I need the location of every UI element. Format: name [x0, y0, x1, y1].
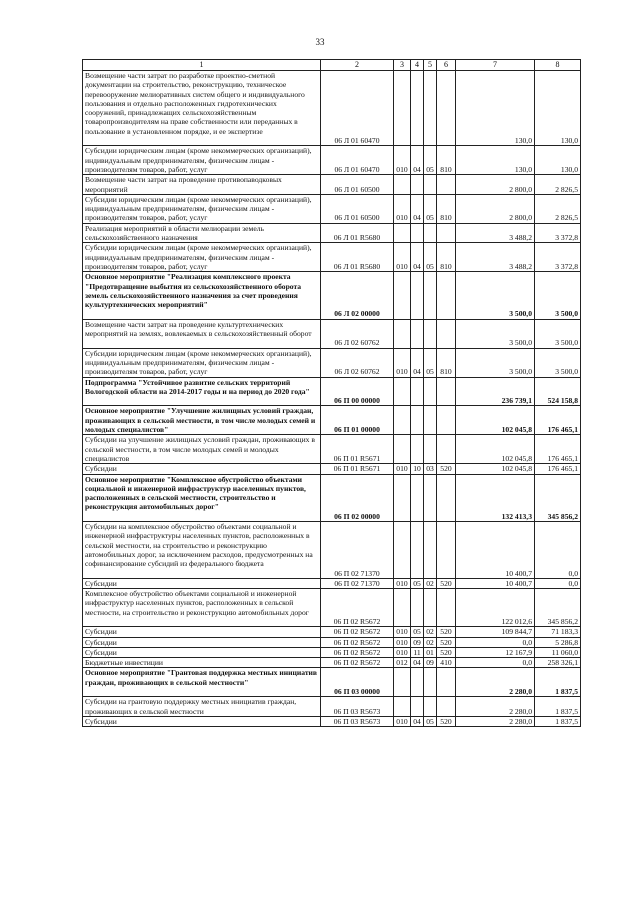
amount-col8: 130,0 [535, 71, 581, 146]
target-code: 06 Л 02 60762 [321, 348, 394, 377]
item-description: Возмещение части затрат по разработке проектно-сметной документации на строительство, реконструкцию, техническое перевооружение мелиоративных систем общего и индивидуального пользования и отдельно расположенных гидротехнических сооружений, принадлежащих сельскохозяйственным товаропроизводителям на праве собственности или переданных в пользование в установленном порядке, и ее экспертизе [83, 71, 321, 146]
amount-col8: 3 372,8 [535, 223, 581, 243]
target-code: 06 П 01 00000 [321, 406, 394, 435]
amount-col8: 0,0 [535, 578, 581, 588]
section-code [411, 522, 424, 579]
target-code: 06 Л 02 00000 [321, 272, 394, 320]
amount-col7: 102 045,8 [456, 435, 535, 464]
section-code: 05 [411, 627, 424, 637]
amount-col8: 71 183,3 [535, 627, 581, 637]
table-row [83, 578, 581, 588]
amount-col7: 2 280,0 [456, 697, 535, 717]
amount-col7: 102 045,8 [456, 464, 535, 474]
header-cell: 4 [411, 60, 424, 71]
target-code: 06 П 02 R5672 [321, 658, 394, 668]
item-description: Подпрограмма "Устойчивое развитие сельских территорий Вологодской области на 2014-2017 годы и на период до 2020 года" [83, 377, 321, 406]
amount-col8: 176 465,1 [535, 435, 581, 464]
amount-col7: 236 739,1 [456, 377, 535, 406]
target-code: 06 П 02 R5672 [321, 589, 394, 627]
item-description: Субсидии юридическим лицам (кроме некоммерческих организаций), индивидуальным предпринимателям, физическим лицам - производителям товаров, работ, услуг [83, 194, 321, 223]
amount-col7: 130,0 [456, 71, 535, 146]
table-header-row [83, 60, 581, 71]
amount-col7: 2 800,0 [456, 175, 535, 195]
section-code [411, 474, 424, 522]
amount-col8: 3 500,0 [535, 348, 581, 377]
department-code: 012 [394, 658, 411, 668]
section-code: 04 [411, 194, 424, 223]
item-description: Субсидии на грантовую поддержку местных инициатив граждан, проживающих в сельской местности [83, 697, 321, 717]
item-description: Основное мероприятие "Грантовая поддержка местных инициатив граждан, проживающих в сельской местности" [83, 668, 321, 697]
target-code: 06 П 02 00000 [321, 474, 394, 522]
department-code [394, 406, 411, 435]
target-code: 06 П 00 00000 [321, 377, 394, 406]
department-code: 010 [394, 146, 411, 175]
target-code: 06 Л 01 R5680 [321, 243, 394, 272]
section-code [411, 377, 424, 406]
table-row [83, 406, 581, 435]
item-description: Субсидии юридическим лицам (кроме некоммерческих организаций), индивидуальным предпринимателям, физическим лицам - производителям товаров, работ, услуг [83, 243, 321, 272]
department-code: 010 [394, 627, 411, 637]
expense-type-code: 810 [437, 348, 456, 377]
target-code: 06 П 02 71370 [321, 578, 394, 588]
table-row [83, 71, 581, 146]
target-code: 06 Л 02 60762 [321, 319, 394, 348]
table-row [83, 716, 581, 726]
expense-type-code [437, 175, 456, 195]
department-code [394, 272, 411, 320]
expense-type-code [437, 474, 456, 522]
expense-type-code: 810 [437, 194, 456, 223]
item-description: Субсидии юридическим лицам (кроме некоммерческих организаций), индивидуальным предпринимателям, физическим лицам - производителям товаров, работ, услуг [83, 348, 321, 377]
item-description: Субсидии [83, 464, 321, 474]
subsection-code [424, 319, 437, 348]
amount-col7: 3 488,2 [456, 223, 535, 243]
amount-col7: 10 400,7 [456, 522, 535, 579]
amount-col8: 11 060,0 [535, 647, 581, 657]
amount-col7: 2 800,0 [456, 194, 535, 223]
expense-type-code [437, 319, 456, 348]
department-code: 010 [394, 647, 411, 657]
target-code: 06 П 02 71370 [321, 522, 394, 579]
department-code [394, 522, 411, 579]
department-code [394, 474, 411, 522]
subsection-code [424, 522, 437, 579]
amount-col8: 345 856,2 [535, 474, 581, 522]
amount-col7: 0,0 [456, 637, 535, 647]
expense-type-code: 520 [437, 637, 456, 647]
expense-type-code [437, 668, 456, 697]
item-description: Субсидии [83, 716, 321, 726]
target-code: 06 П 02 R5672 [321, 637, 394, 647]
expense-type-code [437, 522, 456, 579]
item-description: Субсидии [83, 637, 321, 647]
item-description: Субсидии [83, 578, 321, 588]
expense-type-code: 520 [437, 627, 456, 637]
department-code [394, 223, 411, 243]
target-code: 06 П 01 R5671 [321, 435, 394, 464]
amount-col7: 10 400,7 [456, 578, 535, 588]
table-row [83, 175, 581, 195]
section-code [411, 272, 424, 320]
section-code: 04 [411, 716, 424, 726]
table-row [83, 522, 581, 579]
amount-col8: 176 465,1 [535, 464, 581, 474]
expense-type-code: 520 [437, 716, 456, 726]
section-code [411, 589, 424, 627]
amount-col7: 12 167,9 [456, 647, 535, 657]
subsection-code [424, 474, 437, 522]
department-code [394, 175, 411, 195]
amount-col8: 1 837,5 [535, 697, 581, 717]
expense-type-code: 810 [437, 243, 456, 272]
section-code: 11 [411, 647, 424, 657]
target-code: 06 П 01 R5671 [321, 464, 394, 474]
department-code [394, 377, 411, 406]
amount-col8: 2 826,5 [535, 175, 581, 195]
expense-type-code [437, 406, 456, 435]
target-code: 06 П 03 R5673 [321, 716, 394, 726]
amount-col8: 2 826,5 [535, 194, 581, 223]
expense-type-code [437, 435, 456, 464]
amount-col8: 5 286,8 [535, 637, 581, 647]
item-description: Основное мероприятие "Реализация комплексного проекта "Предотвращение выбытия из сельскохозяйственного оборота земель сельскохозяйственного назначения за счет проведения культуртехнических мероприятий" [83, 272, 321, 320]
header-cell: 5 [424, 60, 437, 71]
subsection-code: 01 [424, 647, 437, 657]
amount-col7: 3 488,2 [456, 243, 535, 272]
amount-col7: 3 500,0 [456, 272, 535, 320]
department-code [394, 668, 411, 697]
section-code [411, 223, 424, 243]
table-row [83, 272, 581, 320]
item-description: Субсидии [83, 627, 321, 637]
section-code [411, 668, 424, 697]
amount-col8: 130,0 [535, 146, 581, 175]
target-code: 06 Л 01 60500 [321, 175, 394, 195]
amount-col8: 1 837,5 [535, 716, 581, 726]
table-row [83, 658, 581, 668]
item-description: Субсидии [83, 647, 321, 657]
amount-col8: 3 500,0 [535, 319, 581, 348]
expense-type-code [437, 272, 456, 320]
department-code: 010 [394, 578, 411, 588]
item-description: Субсидии на комплексное обустройство объектами социальной и инженерной инфраструктуры населенных пунктов, расположенных в сельской местности, на строительство и реконструкцию автомобильных дорог, за исключением расходов, предусмотренных на софинансирование субсидий из федерального бюджета [83, 522, 321, 579]
expense-type-code: 520 [437, 464, 456, 474]
subsection-code: 05 [424, 243, 437, 272]
table-row [83, 637, 581, 647]
section-code [411, 435, 424, 464]
expense-type-code [437, 377, 456, 406]
amount-col7: 102 045,8 [456, 406, 535, 435]
department-code: 010 [394, 637, 411, 647]
amount-col7: 109 844,7 [456, 627, 535, 637]
amount-col8: 1 837,5 [535, 668, 581, 697]
subsection-code: 02 [424, 578, 437, 588]
header-cell: 6 [437, 60, 456, 71]
target-code: 06 Л 01 60470 [321, 71, 394, 146]
department-code [394, 319, 411, 348]
section-code: 05 [411, 578, 424, 588]
department-code: 010 [394, 194, 411, 223]
header-cell: 7 [456, 60, 535, 71]
amount-col7: 130,0 [456, 146, 535, 175]
header-cell: 2 [321, 60, 394, 71]
amount-col7: 3 500,0 [456, 319, 535, 348]
subsection-code [424, 697, 437, 717]
subsection-code: 09 [424, 658, 437, 668]
item-description: Основное мероприятие "Улучшение жилищных условий граждан, проживающих в сельской местности, в том числе молодых семей и молодых специалистов" [83, 406, 321, 435]
expense-type-code: 520 [437, 578, 456, 588]
amount-col7: 122 012,6 [456, 589, 535, 627]
section-code: 09 [411, 637, 424, 647]
table-row [83, 474, 581, 522]
item-description: Реализация мероприятий в области мелиорации земель сельскохозяйственного назначения [83, 223, 321, 243]
subsection-code [424, 589, 437, 627]
target-code: 06 П 02 R5672 [321, 627, 394, 637]
table-row [83, 377, 581, 406]
amount-col8: 3 500,0 [535, 272, 581, 320]
department-code: 010 [394, 464, 411, 474]
table-row [83, 464, 581, 474]
section-code: 04 [411, 658, 424, 668]
amount-col8: 345 856,2 [535, 589, 581, 627]
subsection-code [424, 377, 437, 406]
subsection-code: 05 [424, 194, 437, 223]
section-code [411, 697, 424, 717]
department-code [394, 697, 411, 717]
amount-col8: 258 326,1 [535, 658, 581, 668]
department-code [394, 435, 411, 464]
expense-type-code [437, 697, 456, 717]
amount-col8: 3 372,8 [535, 243, 581, 272]
amount-col8: 0,0 [535, 522, 581, 579]
subsection-code [424, 71, 437, 146]
table-row [83, 435, 581, 464]
section-code [411, 175, 424, 195]
table-row [83, 194, 581, 223]
expense-type-code: 810 [437, 146, 456, 175]
page-number: 33 [315, 37, 325, 47]
budget-table [82, 59, 581, 727]
item-description: Субсидии юридическим лицам (кроме некоммерческих организаций), индивидуальным предпринимателям, физическим лицам - производителям товаров, работ, услуг [83, 146, 321, 175]
table-row [83, 319, 581, 348]
expense-type-code: 410 [437, 658, 456, 668]
item-description: Возмещение части затрат на проведение культуртехнических мероприятий на землях, вовлекаемых в сельскохозяйственный оборот [83, 319, 321, 348]
header-cell: 1 [83, 60, 321, 71]
table-row [83, 697, 581, 717]
subsection-code: 02 [424, 637, 437, 647]
section-code [411, 406, 424, 435]
section-code [411, 71, 424, 146]
header-cell: 3 [394, 60, 411, 71]
table-row [83, 243, 581, 272]
amount-col7: 2 280,0 [456, 716, 535, 726]
subsection-code [424, 435, 437, 464]
subsection-code [424, 668, 437, 697]
amount-col8: 176 465,1 [535, 406, 581, 435]
subsection-code: 02 [424, 627, 437, 637]
department-code: 010 [394, 348, 411, 377]
item-description: Субсидии на улучшение жилищных условий граждан, проживающих в сельской местности, в том числе молодых семей и молодых специалистов [83, 435, 321, 464]
amount-col8: 524 158,8 [535, 377, 581, 406]
subsection-code [424, 272, 437, 320]
target-code: 06 Л 01 60470 [321, 146, 394, 175]
department-code: 010 [394, 716, 411, 726]
subsection-code: 03 [424, 464, 437, 474]
subsection-code [424, 406, 437, 435]
header-cell: 8 [535, 60, 581, 71]
subsection-code: 05 [424, 716, 437, 726]
table-row [83, 348, 581, 377]
expense-type-code: 520 [437, 647, 456, 657]
table-row [83, 223, 581, 243]
amount-col7: 0,0 [456, 658, 535, 668]
amount-col7: 3 500,0 [456, 348, 535, 377]
section-code: 10 [411, 464, 424, 474]
expense-type-code [437, 589, 456, 627]
expense-type-code [437, 223, 456, 243]
section-code: 04 [411, 348, 424, 377]
section-code: 04 [411, 146, 424, 175]
table-row [83, 627, 581, 637]
item-description: Основное мероприятие "Комплексное обустройство объектами социальной и инженерной инфраструктур населенных пунктов, расположенных в сельской местности, строительство и реконструкция автомобильных дорог" [83, 474, 321, 522]
subsection-code [424, 223, 437, 243]
target-code: 06 П 02 R5672 [321, 647, 394, 657]
amount-col7: 132 413,3 [456, 474, 535, 522]
section-code [411, 319, 424, 348]
target-code: 06 Л 01 60500 [321, 194, 394, 223]
department-code [394, 71, 411, 146]
table-row [83, 146, 581, 175]
table-row [83, 589, 581, 627]
department-code: 010 [394, 243, 411, 272]
table-row [83, 668, 581, 697]
expense-type-code [437, 71, 456, 146]
target-code: 06 Л 01 R5680 [321, 223, 394, 243]
section-code: 04 [411, 243, 424, 272]
department-code [394, 589, 411, 627]
item-description: Комплексное обустройство объектами социальной и инженерной инфраструктур населенных пунктов, расположенных в сельской местности, на строительство и реконструкцию автомобильных дорог [83, 589, 321, 627]
subsection-code: 05 [424, 348, 437, 377]
target-code: 06 П 03 00000 [321, 668, 394, 697]
table-row [83, 647, 581, 657]
subsection-code [424, 175, 437, 195]
item-description: Возмещение части затрат на проведение противопаводковых мероприятий [83, 175, 321, 195]
subsection-code: 05 [424, 146, 437, 175]
item-description: Бюджетные инвестиции [83, 658, 321, 668]
amount-col7: 2 280,0 [456, 668, 535, 697]
target-code: 06 П 03 R5673 [321, 697, 394, 717]
